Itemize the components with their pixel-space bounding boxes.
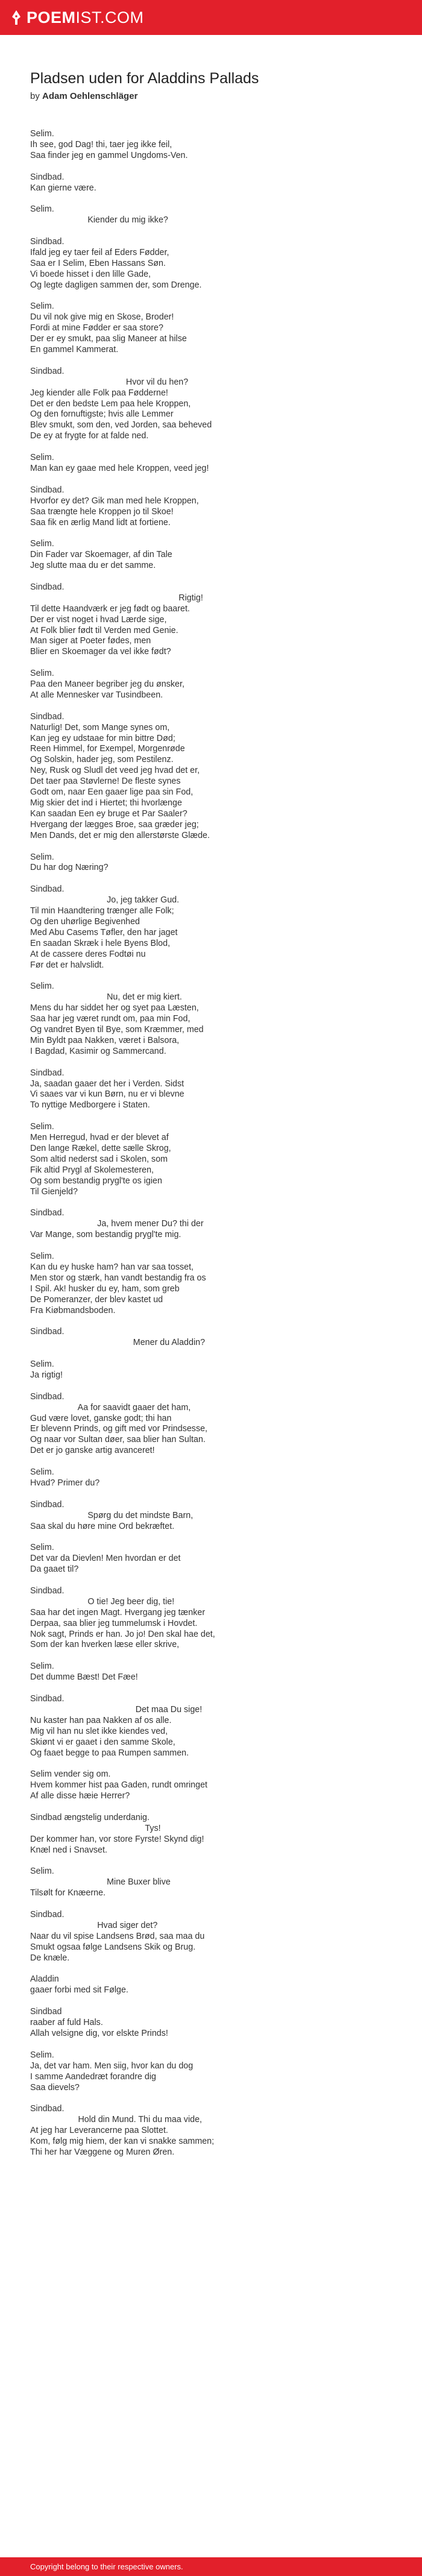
- poem-line: Nu kaster han paa Nakken af os alle.: [30, 1715, 172, 1725]
- poem-line: Men Herregud, hvad er der blevet af: [30, 1133, 169, 1143]
- poem-line: Sindbad.: [30, 1208, 65, 1218]
- poem-line: Og vandret Byen til Bye, som Kræmmer, med: [30, 1025, 204, 1034]
- poem-line: Da gaaet til?: [30, 1564, 79, 1575]
- poem-line: Selim.: [30, 453, 54, 463]
- stanza: [30, 1866, 422, 1899]
- poem-line: Sindbad.: [30, 1586, 65, 1596]
- poem-line: Og Solskin, hader jeg, som Pestilenz.: [30, 755, 174, 765]
- poem-line: Paa den Maneer begriber jeg du ønsker,: [30, 679, 184, 690]
- poem-line: Du vil nok give mig en Skose, Broder!: [30, 312, 174, 323]
- poem-line: Selim vender sig om.: [30, 1769, 111, 1780]
- stanza: [30, 1974, 422, 1996]
- poem-line: Og den uhørlige Begivenhed: [30, 916, 140, 927]
- poem-line: Du har dog Næring?: [30, 863, 109, 873]
- poem-line: Selim.: [30, 1467, 54, 1478]
- stanza: [30, 1694, 422, 1759]
- poem-line: Kan saadan Een ey bruge et Par Saaler?: [30, 808, 187, 819]
- poem-line: Fra Kiøbmandsboden.: [30, 1305, 116, 1315]
- stanza: [30, 1500, 422, 1532]
- poem-line: Selim.: [30, 204, 54, 215]
- stanza: [30, 1813, 422, 1856]
- poem-line: Det er den bedste Lem paa hele Kroppen,: [30, 398, 191, 409]
- stanza: [30, 129, 422, 162]
- poem-line: En saadan Skræk i hele Byens Blod,: [30, 938, 171, 948]
- stanza: [30, 1769, 422, 1802]
- poem-line: Blier en Skoemager da vel ikke født?: [30, 647, 171, 657]
- poem-line: Mens du har siddet her og syet paa Læsten,: [30, 1003, 199, 1013]
- stanza: [30, 1068, 422, 1112]
- pen-nib-icon: [11, 10, 22, 25]
- poem-line: I Bagdad, Kasimir og Sammercand.: [30, 1046, 166, 1056]
- poem-line: Mine Buxer blive: [30, 1877, 171, 1888]
- poem-line: Der kommer han, vor store Fyrste! Skynd dig!: [30, 1834, 204, 1844]
- poem-line: Hvad siger det?: [30, 1920, 158, 1930]
- poem-line: Saa har det ingen Magt. Hvergang jeg tænker: [30, 1607, 206, 1617]
- poem-line: Mener du Aladdin?: [30, 1338, 206, 1348]
- poem-line: De knæle.: [30, 1953, 70, 1963]
- poem-line: Sindbad.: [30, 1391, 65, 1402]
- poem-line: Ja, saadan gaaer det her i Verden. Sidst: [30, 1079, 184, 1089]
- stanza: [30, 1327, 422, 1349]
- poem-line: Kan du ey huske ham? han var saa tosset,: [30, 1262, 194, 1272]
- stanza: [30, 2007, 422, 2039]
- poem-line: Jo, jeg takker Gud.: [30, 895, 180, 905]
- poem-line: gaaer forbi med sit Følge.: [30, 1985, 128, 1995]
- poem-line: Aa for saavidt gaaer det ham,: [30, 1402, 191, 1412]
- poem-line: Jeg kiender alle Folk paa Fødderne!: [30, 388, 168, 398]
- poem-line: Sindbad.: [30, 711, 65, 722]
- poem-line: O tie! Jeg beer dig, tie!: [30, 1596, 175, 1607]
- poem-line: Aladdin: [30, 1974, 59, 1985]
- poem-line: Hold din Mund. Thi du maa vide,: [30, 2115, 203, 2125]
- poem-line: Sindbad.: [30, 884, 65, 895]
- poem-line: Hvergang der lægges Broe, saa græder jeg;: [30, 819, 199, 830]
- poem-line: Reen Himmel, for Exempel, Morgenrøde: [30, 744, 185, 754]
- poem-line: Til Gienjeld?: [30, 1186, 78, 1197]
- byline-prefix: by: [30, 91, 43, 101]
- poem-line: De Pomeranzer, der blev kastet ud: [30, 1294, 163, 1305]
- poem-line: Sindbad.: [30, 237, 65, 247]
- poem-line: Det var da Dievlen! Men hvordan er det: [30, 1554, 181, 1564]
- poem-body: [30, 129, 422, 2158]
- poem-line: I samme Aandedræt forandre dig: [30, 2071, 157, 2082]
- poem-line: Derpaa, saa blier jeg tummelumsk i Hovdet.: [30, 1618, 198, 1628]
- poem-line: Mig vil han nu slet ikke kiendes ved,: [30, 1726, 168, 1736]
- poem-line: Sindbad.: [30, 485, 65, 495]
- poem-line: Smukt ogsaa følge Landsens Skik og Brug.: [30, 1942, 196, 1952]
- poem-line: Saa fik en ærlig Mand lidt at fortiene.: [30, 517, 171, 527]
- poem-line: Gud være lovet, ganske godt; thi han: [30, 1413, 172, 1423]
- poem-line: At jeg har Leverancerne paa Slottet.: [30, 2126, 168, 2136]
- poem-line: Saa skal du høre mine Ord bekræftet.: [30, 1521, 175, 1531]
- poem-line: Rigtig!: [30, 593, 203, 603]
- poem-line: Selim.: [30, 1661, 54, 1672]
- poem-line: Ja rigtig!: [30, 1370, 63, 1380]
- poem-line: Selim.: [30, 301, 54, 312]
- poem-line: Selim.: [30, 669, 54, 679]
- poem-line: Selim.: [30, 539, 54, 549]
- stanza: [30, 852, 422, 874]
- stanza: [30, 1252, 422, 1316]
- poem-line: Selim.: [30, 981, 54, 992]
- poem-line: Tilsølt for Knæerne.: [30, 1888, 106, 1898]
- poem-line: Og faaet begge to paa Rumpen sammen.: [30, 1748, 189, 1758]
- poem-line: Sindbad.: [30, 1068, 65, 1078]
- poem-line: Sindbad ængstelig underdanig.: [30, 1812, 150, 1822]
- stanza: [30, 1467, 422, 1489]
- poem-line: Mig skier det ind i Hiertet; thi hvorlænge: [30, 798, 182, 808]
- poem-line: Før det er halvslidt.: [30, 960, 104, 970]
- copyright-text: Copyright belong to their respective owners.: [30, 2562, 183, 2571]
- poem-line: Skiønt vi er gaaet i den samme Skole,: [30, 1737, 175, 1747]
- poem-line: Nu, det er mig kiert.: [30, 992, 182, 1003]
- poem-line: Sindbad.: [30, 1910, 65, 1920]
- poem-title: Pladsen uden for Aladdins Pallads: [30, 70, 259, 87]
- poem-line: Det dumme Bæst! Det Fæe!: [30, 1672, 138, 1683]
- poem-line: Ja, hvem mener Du? thi der: [30, 1219, 204, 1229]
- logo-text-rest: IST.COM: [75, 8, 144, 27]
- poem-line: En gammel Kammerat.: [30, 345, 119, 355]
- site-footer: [0, 2557, 422, 2576]
- stanza: [30, 539, 422, 572]
- poem-line: Selim.: [30, 2050, 54, 2060]
- stanza: [30, 582, 422, 658]
- poem-line: Og legte dagligen sammen der, som Drenge.: [30, 280, 202, 290]
- poem-line: Hvor vil du hen?: [30, 377, 189, 387]
- poem-line: Det maa Du sige!: [30, 1704, 203, 1715]
- poem-line: Saa trængte hele Kroppen jo til Skoe!: [30, 506, 174, 517]
- poem-line: Man siger at Poeter fødes, men: [30, 636, 151, 646]
- poem-line: Og som bestandig prygl'te os igien: [30, 1176, 162, 1186]
- poem-line: Knæl ned i Snavset.: [30, 1845, 107, 1855]
- poem-line: Var Mange, som bestandig prygl'te mig.: [30, 1230, 181, 1240]
- poem-line: Allah velsigne dig, vor elskte Prinds!: [30, 2028, 168, 2038]
- poem-line: Af alle disse hæie Herrer?: [30, 1791, 130, 1801]
- stanza: [30, 1910, 422, 1964]
- stanza: [30, 1661, 422, 1683]
- poem-line: Ifald jeg ey taer feil af Eders Fødder,: [30, 247, 169, 257]
- poem-line: Det taer paa Støvlerne! De fleste synes: [30, 776, 181, 787]
- poem-line: Som altid nederst sad i Skolen, som: [30, 1154, 168, 1164]
- poem-article: [0, 35, 422, 2158]
- stanza: [30, 981, 422, 1057]
- poem-line: Hvem kommer hist paa Gaden, rundt omringet: [30, 1780, 208, 1790]
- poem-line: Selim.: [30, 129, 54, 139]
- poem-line: At alle Mennesker var Tusindbeen.: [30, 690, 163, 700]
- poem-line: Fik altid Prygl af Skolemesteren,: [30, 1165, 154, 1175]
- poem-line: Selim.: [30, 1122, 54, 1132]
- stanza: [30, 2104, 422, 2158]
- stanza: [30, 301, 422, 356]
- stanza: [30, 1392, 422, 1456]
- poem-line: Saa har jeg været rundt om, paa min Fod,: [30, 1014, 191, 1024]
- poem-line: Kom, følg mig hiem, der kan vi snakke sammen;: [30, 2137, 215, 2147]
- poem-line: Kan gierne være.: [30, 183, 96, 193]
- poem-line: To nyttige Medborgere i Staten.: [30, 1100, 150, 1110]
- poem-line: Sindbad.: [30, 582, 65, 592]
- poem-line: Selim.: [30, 1866, 54, 1877]
- stanza: [30, 1208, 422, 1241]
- stanza: [30, 453, 422, 474]
- poem-line: Saa dievels?: [30, 2082, 80, 2093]
- poem-line: Men stor og stærk, han vandt bestandig fra os: [30, 1273, 206, 1283]
- stanza: [30, 1122, 422, 1197]
- poem-line: I Spil. Ak! husker du ey, ham, som greb: [30, 1283, 180, 1294]
- poem-line: De ey at frygte for at falde ned.: [30, 431, 149, 441]
- poem-line: Saa er I Selim, Eben Hassans Søn.: [30, 258, 166, 268]
- poem-line: Kan jeg ey udstaae for min bittre Død;: [30, 733, 175, 743]
- poem-line: Spørg du det mindste Barn,: [30, 1510, 194, 1520]
- stanza: [30, 204, 422, 226]
- stanza: [30, 367, 422, 442]
- poem-line: Ih see, god Dag! thi, taer jeg ikke feil,: [30, 139, 172, 150]
- poem-line: At de cassere deres Fodtøi nu: [30, 949, 146, 959]
- poem-line: Sindbad.: [30, 1327, 65, 1337]
- poem-line: Hvorfor ey det? Gik man med hele Kroppen,: [30, 496, 199, 506]
- poem-line: Din Fader var Skoemager, af din Tale: [30, 550, 172, 560]
- poem-line: Blev smukt, som den, ved Jorden, saa beheved: [30, 420, 212, 430]
- poem-line: Jeg slutte maa du er det samme.: [30, 561, 156, 571]
- poem-line: Man kan ey gaae med hele Kroppen, veed jeg!: [30, 464, 209, 473]
- poem-line: Vi saaes var vi kun Børn, nu er vi blevne: [30, 1089, 184, 1100]
- poem-line: Til dette Haandværk er jeg født og baaret.: [30, 603, 190, 614]
- poem-line: Ja, det var ham. Men siig, hvor kan du dog: [30, 2061, 194, 2071]
- poem-line: Kiender du mig ikke?: [30, 215, 168, 225]
- poem-line: Naar du vil spise Landsens Brød, saa maa du: [30, 1931, 205, 1941]
- stanza: [30, 712, 422, 842]
- poem-line: Min Byldt paa Nakken, været i Balsora,: [30, 1035, 180, 1045]
- poem-line: Ney, Rusk og Sludl det veed jeg hvad det er,: [30, 766, 200, 776]
- poem-line: Den lange Rækel, dette sælle Skrog,: [30, 1143, 171, 1153]
- poem-line: Thi her har Væggene og Muren Øren.: [30, 2147, 175, 2157]
- poem-line: Sindbad.: [30, 366, 65, 376]
- poem-line: Tys!: [30, 1823, 161, 1833]
- poem-line: Sindbad.: [30, 172, 65, 182]
- poem-line: raaber af fuld Hals.: [30, 2018, 103, 2028]
- poem-line: Saa finder jeg en gammel Ungdoms-Ven.: [30, 150, 188, 160]
- stanza: [30, 237, 422, 291]
- stanza: [30, 172, 422, 194]
- site-header: [0, 0, 422, 35]
- poem-line: Selim.: [30, 852, 54, 862]
- stanza: [30, 2050, 422, 2094]
- stanza: [30, 1586, 422, 1651]
- poem-line: Men Dands, det er mig den allerstørste Glæde.: [30, 830, 210, 840]
- stanza: [30, 485, 422, 529]
- poem-line: Sindbad.: [30, 2104, 65, 2114]
- poem-line: Er blevenn Prinds, og gift med vor Prindsesse,: [30, 1424, 208, 1434]
- stanza: [30, 1359, 422, 1381]
- poem-line: Selim.: [30, 1359, 54, 1369]
- stanza: [30, 1543, 422, 1575]
- stanza: [30, 884, 422, 971]
- poem-line: Til min Haandtering trænger alle Folk;: [30, 906, 174, 916]
- poem-line: Sindbad.: [30, 1499, 65, 1510]
- poem-line: Og den fornuftigste; hvis alle Lemmer: [30, 409, 174, 420]
- stanza: [30, 669, 422, 701]
- poem-line: Det er jo ganske artig avanceret!: [30, 1446, 155, 1456]
- poem-line: At Folk blier født til Verden med Genie.: [30, 625, 178, 635]
- poem-line: Og naar vor Sultan døer, saa blier han Sultan.: [30, 1435, 206, 1445]
- author-link[interactable]: Adam Oehlenschläger: [42, 91, 138, 101]
- poem-line: Sindbad.: [30, 1693, 65, 1704]
- poem-line: Der er vist noget i hvad Lærde sige,: [30, 614, 167, 625]
- logo-text-bold: POEM: [27, 8, 76, 27]
- poem-line: Selim.: [30, 1251, 54, 1261]
- poem-line: Som der kan hverken læse eller skrive,: [30, 1640, 180, 1650]
- poem-line: Selim.: [30, 1543, 54, 1553]
- poem-line: Vi boede hisset i den lille Gade,: [30, 269, 151, 279]
- poem-line: Hvad? Primer du?: [30, 1478, 100, 1488]
- poem-line: Med Abu Casems Tøfler, den har jaget: [30, 927, 178, 937]
- byline: [30, 91, 422, 101]
- poem-line: Der er ey smukt, paa slig Maneer at hilse: [30, 334, 187, 344]
- poem-line: Fordi at mine Fødder er saa store?: [30, 323, 163, 333]
- poem-line: Godt om, naar Een gaaer lige paa sin Fod,: [30, 787, 194, 798]
- poem-line: Sindbad: [30, 2007, 62, 2017]
- site-logo[interactable]: [11, 8, 144, 27]
- poem-line: Nok sagt, Prinds er han. Jo jo! Den skal hae det,: [30, 1629, 215, 1639]
- poem-line: Naturlig! Det, som Mange synes om,: [30, 722, 170, 732]
